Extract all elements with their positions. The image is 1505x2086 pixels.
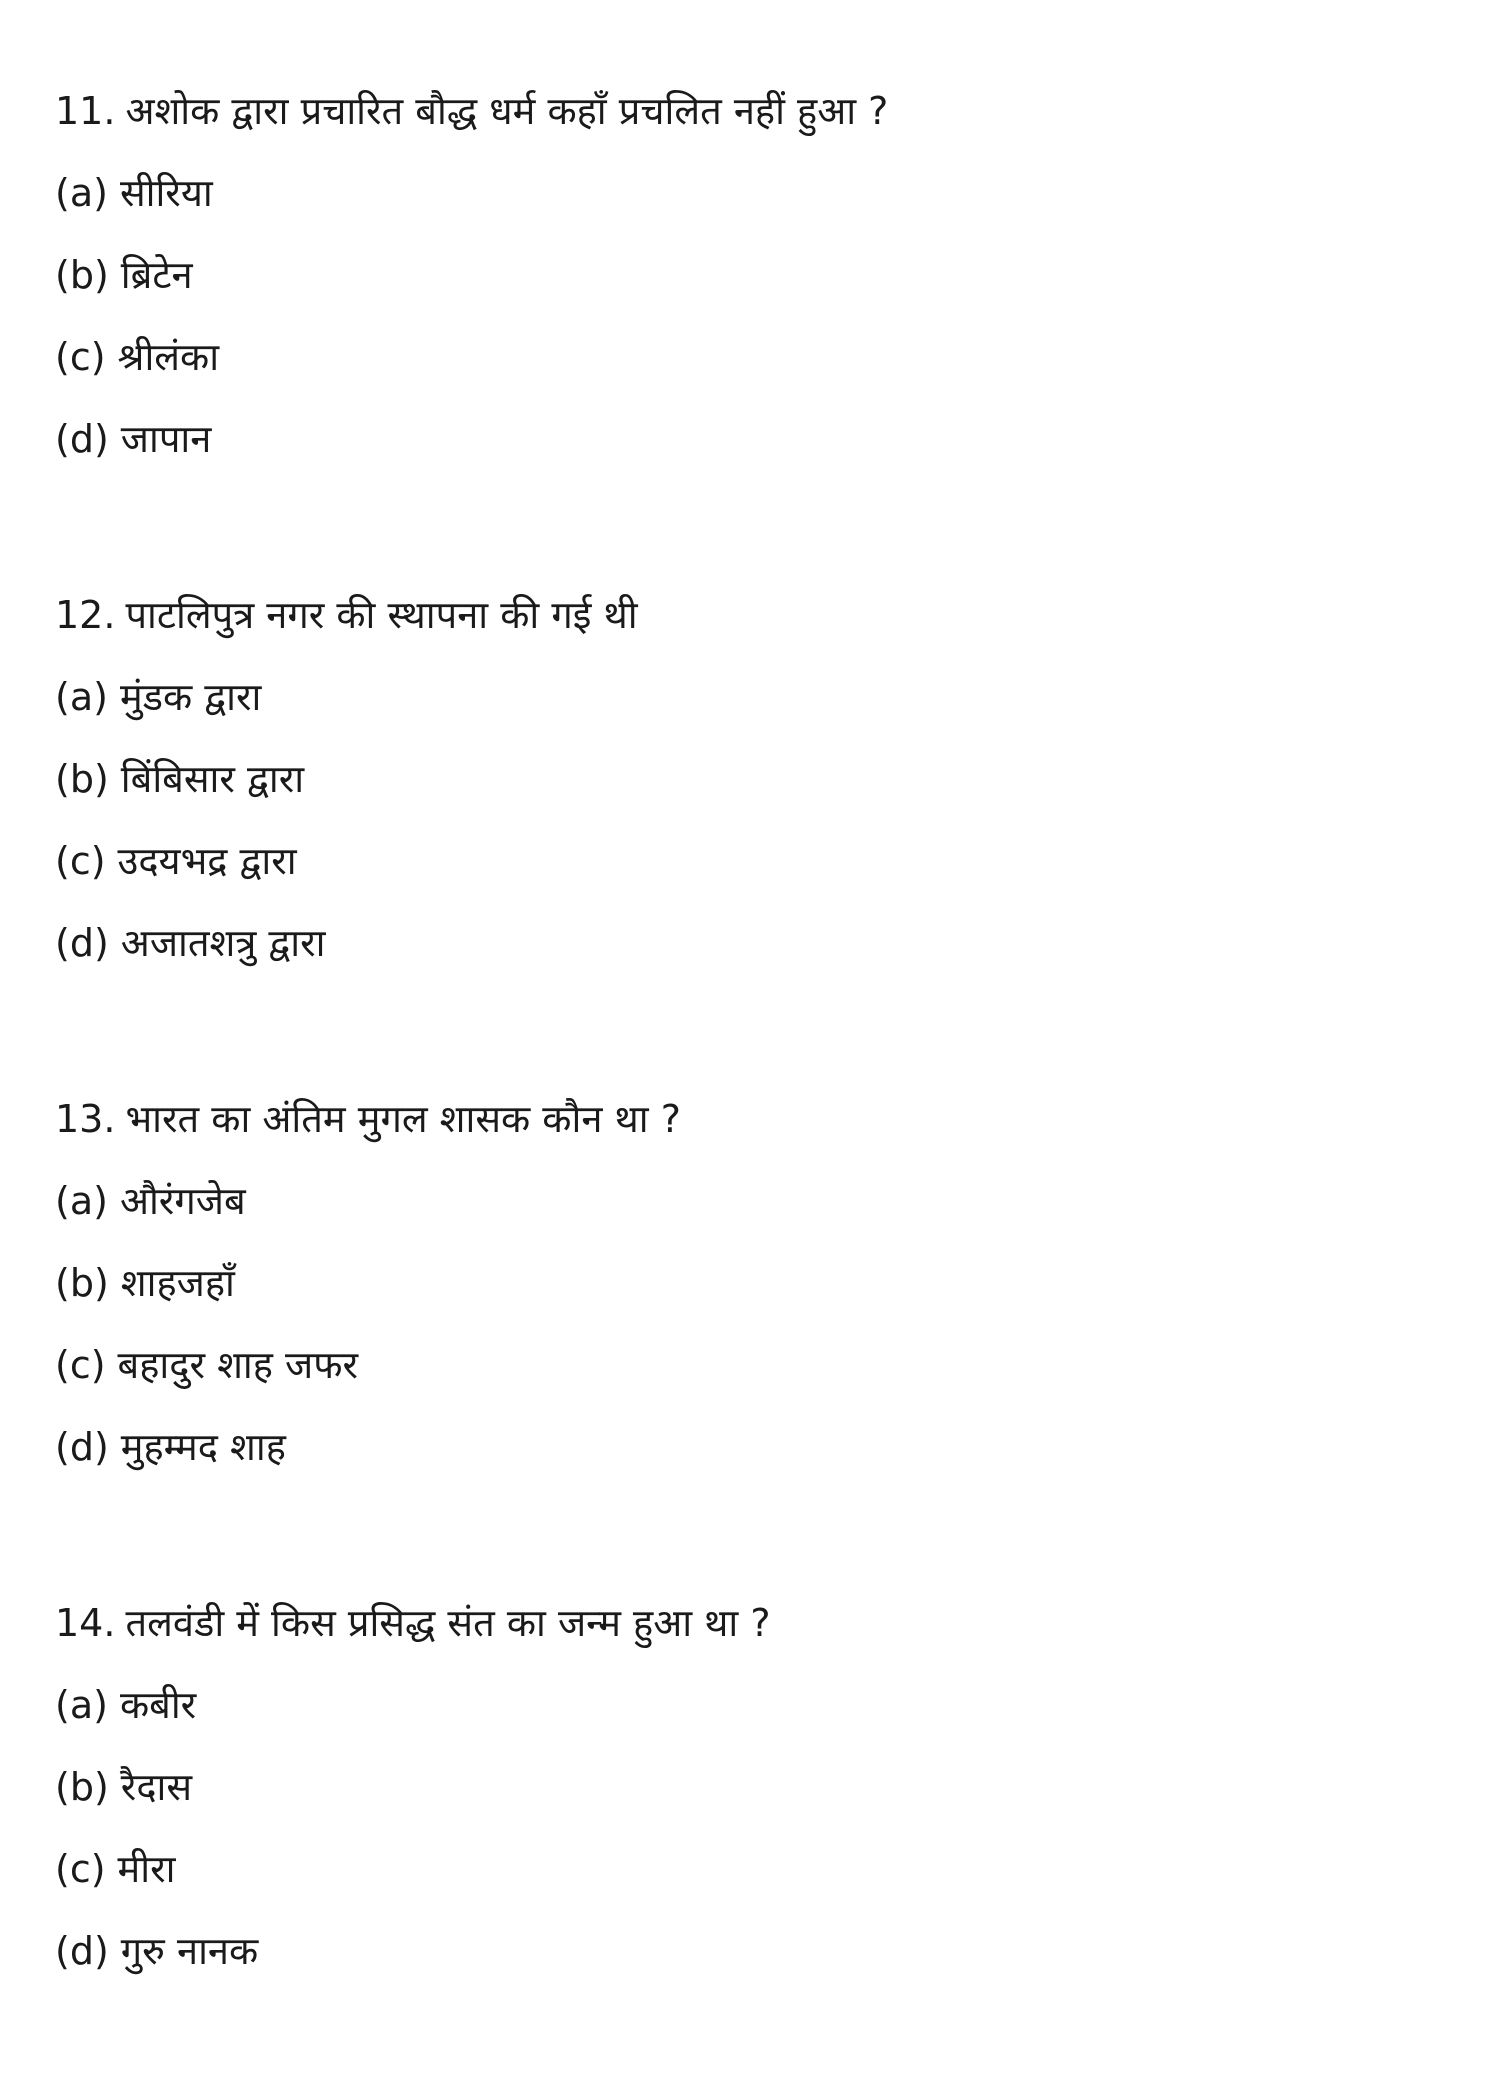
option-text: सीरिया bbox=[119, 171, 213, 215]
question-13 bbox=[55, 1078, 1455, 1488]
option-text: अजातशत्रु द्वारा bbox=[120, 921, 326, 965]
option-key: (b) bbox=[55, 253, 109, 297]
option-a bbox=[55, 1160, 1455, 1242]
option-text: मीरा bbox=[117, 1847, 176, 1891]
question-12 bbox=[55, 574, 1455, 984]
question-text-line bbox=[55, 70, 1455, 152]
option-text: बिंबिसार द्वारा bbox=[120, 757, 305, 801]
option-key: (c) bbox=[55, 839, 106, 883]
option-key: (c) bbox=[55, 1343, 106, 1387]
question-list bbox=[55, 70, 1455, 2086]
option-d bbox=[55, 1910, 1455, 1992]
question-text: भारत का अंतिम मुगल शासक कौन था ? bbox=[125, 1097, 681, 1141]
option-a bbox=[55, 656, 1455, 738]
option-key: (a) bbox=[55, 675, 108, 719]
option-d bbox=[55, 398, 1455, 480]
option-key: (a) bbox=[55, 171, 108, 215]
option-key: (b) bbox=[55, 1765, 109, 1809]
option-c bbox=[55, 316, 1455, 398]
question-11 bbox=[55, 70, 1455, 480]
question-text: पाटलिपुत्र नगर की स्थापना की गई थी bbox=[125, 593, 638, 637]
option-c bbox=[55, 820, 1455, 902]
option-c bbox=[55, 1828, 1455, 1910]
option-key: (b) bbox=[55, 757, 109, 801]
option-text: गुरु नानक bbox=[120, 1929, 259, 1973]
option-b bbox=[55, 1746, 1455, 1828]
option-text: मुंडक द्वारा bbox=[119, 675, 262, 719]
option-a bbox=[55, 152, 1455, 234]
option-text: शाहजहाँ bbox=[120, 1261, 235, 1305]
question-text-line bbox=[55, 574, 1455, 656]
option-text: जापान bbox=[120, 417, 212, 461]
option-key: (d) bbox=[55, 417, 109, 461]
option-key: (d) bbox=[55, 921, 109, 965]
option-b bbox=[55, 738, 1455, 820]
option-key: (d) bbox=[55, 1929, 109, 1973]
question-text-line bbox=[55, 1078, 1455, 1160]
question-number: 11. bbox=[55, 89, 116, 133]
option-text: श्रीलंका bbox=[117, 335, 220, 379]
question-number: 13. bbox=[55, 1097, 116, 1141]
question-text: अशोक द्वारा प्रचारित बौद्ध धर्म कहाँ प्रचलित नहीं हुआ ? bbox=[125, 89, 889, 133]
option-key: (d) bbox=[55, 1425, 109, 1469]
option-text: ब्रिटेन bbox=[120, 253, 193, 297]
option-text: मुहम्मद शाह bbox=[120, 1425, 286, 1469]
option-b bbox=[55, 1242, 1455, 1324]
option-text: रैदास bbox=[120, 1765, 193, 1809]
option-b bbox=[55, 234, 1455, 316]
option-key: (c) bbox=[55, 335, 106, 379]
option-text: कबीर bbox=[119, 1683, 197, 1727]
option-key: (c) bbox=[55, 1847, 106, 1891]
option-key: (a) bbox=[55, 1179, 108, 1223]
option-text: बहादुर शाह जफर bbox=[117, 1343, 359, 1387]
option-text: औरंगजेब bbox=[119, 1179, 246, 1223]
question-14 bbox=[55, 1582, 1455, 1992]
question-number: 12. bbox=[55, 593, 116, 637]
question-text: तलवंडी में किस प्रसिद्ध संत का जन्म हुआ था ? bbox=[125, 1601, 771, 1645]
option-key: (b) bbox=[55, 1261, 109, 1305]
option-c bbox=[55, 1324, 1455, 1406]
option-key: (a) bbox=[55, 1683, 108, 1727]
question-text-line bbox=[55, 1582, 1455, 1664]
question-number: 14. bbox=[55, 1601, 116, 1645]
option-a bbox=[55, 1664, 1455, 1746]
option-d bbox=[55, 1406, 1455, 1488]
option-text: उदयभद्र द्वारा bbox=[117, 839, 297, 883]
option-d bbox=[55, 902, 1455, 984]
